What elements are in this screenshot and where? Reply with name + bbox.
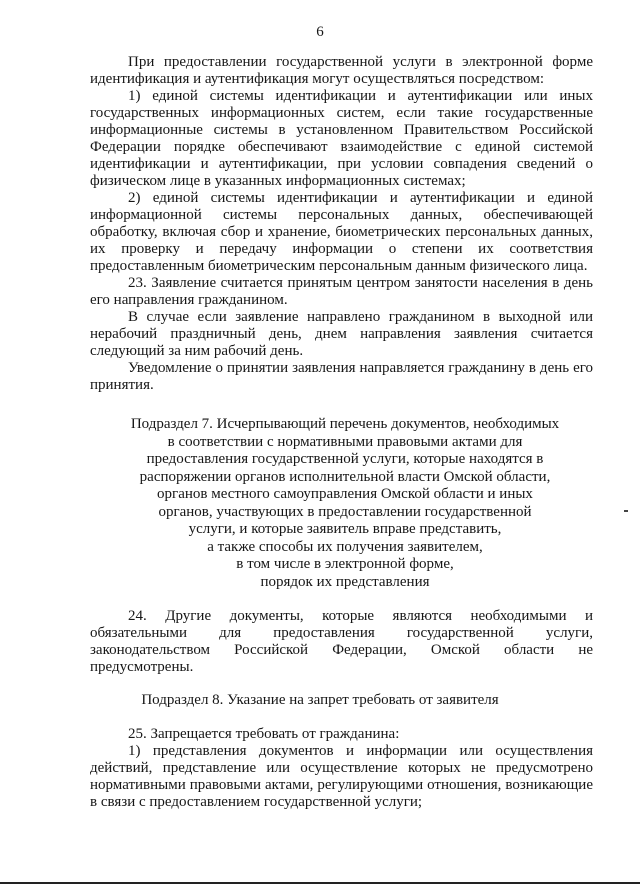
paragraph-25-item-1: 1) представления документов и информации или осуществления действий, представление или осуществление которых не предусмотрено нормативными правовыми актами, регулирующими отношения, возникающие в связи с предоставлением государственной услуги;	[90, 743, 593, 810]
heading-line: органов, участвующих в предоставлении государственной	[158, 503, 532, 520]
heading-line: в соответствии с нормативными правовыми актами для	[167, 433, 523, 450]
heading-line: услуги, и которые заявитель вправе представить,	[188, 521, 502, 537]
list-item-2: 2) единой системы идентификации и аутентификации и единой информационной системы персональных данных, обеспечивающей обработку, включая сбор и хранение, биометрических персональных данных, их проверку и передачу информации о степени их соответствия предоставленным биометрическим персональным данным физического лица.	[90, 190, 593, 274]
paragraph-25-block	[90, 726, 593, 811]
scan-mark	[624, 510, 628, 512]
heading-line: в том числе в электронной форме,	[236, 556, 454, 572]
paragraph-24-block	[90, 608, 593, 676]
bottom-scan-edge	[0, 882, 640, 884]
heading-line: порядок их представления	[260, 573, 430, 590]
list-item-1: 1) единой системы идентификации и аутентификации или иных государственных информационных систем, если такие государственные информационные системы в установленном Правительством Российской Федерации порядке обеспечивают взаимодействие с единой системой идентификации и аутентификации, при условии совпадения сведений о физическом лице в указанных информационных системах;	[90, 88, 593, 189]
paragraph-23-notice: Уведомление о принятии заявления направляется гражданину в день его принятия.	[90, 360, 593, 393]
heading-line: органов местного самоуправления Омской области и иных	[157, 486, 533, 502]
paragraph-23-weekend: В случае если заявление направлено гражданином в выходной или нерабочий праздничный день, днем направления заявления считается следующий за ним рабочий день.	[90, 309, 593, 359]
paragraph-24: 24. Другие документы, которые являются необходимыми и обязательными для предоставления государственной услуги, законодательством Российской Федерации, Омской области не предусмотрены.	[90, 608, 593, 675]
heading-line: а также способы их получения заявителем,	[207, 538, 483, 555]
intro-paragraph: При предоставлении государственной услуги в электронной форме идентификация и аутентификация могут осуществляться посредством:	[90, 54, 593, 87]
heading-line: Подраздел 7. Исчерпывающий перечень документов, необходимых	[130, 416, 560, 432]
identification-section	[90, 54, 593, 394]
subsection-7-heading	[120, 416, 570, 591]
heading-line: предоставления государственной услуги, которые находятся в	[146, 451, 544, 467]
paragraph-23: 23. Заявление считается принятым центром занятости населения в день его направления гражданином.	[90, 275, 593, 308]
page-number: 6	[316, 24, 324, 40]
heading-line: распоряжении органов исполнительной власти Омской области,	[139, 468, 551, 485]
paragraph-25: 25. Запрещается требовать от гражданина:	[128, 726, 400, 742]
subsection-8-heading: Подраздел 8. Указание на запрет требовать от заявителя	[141, 692, 499, 708]
